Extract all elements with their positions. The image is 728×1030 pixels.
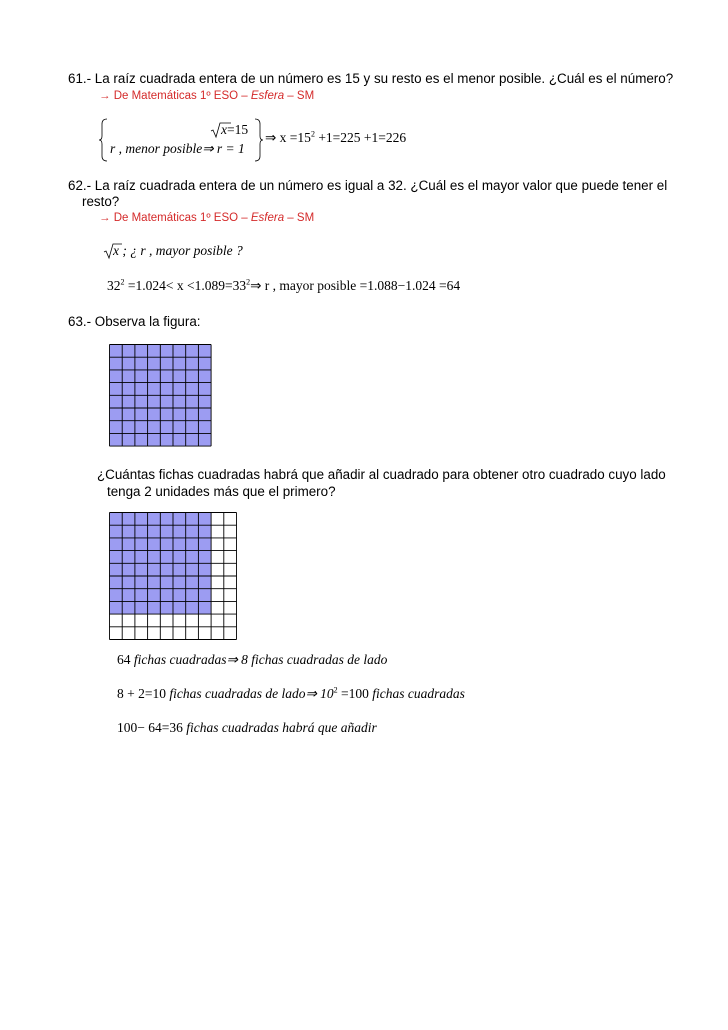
line-62-2 bbox=[107, 278, 460, 294]
answer-line-1 bbox=[117, 652, 387, 668]
line-62-2-b: =1.024< x <1.089=33 bbox=[124, 278, 247, 293]
answer-2-text: fichas cuadradas de lado⇒ 10 bbox=[165, 686, 334, 701]
system-top-value: =15 bbox=[227, 122, 249, 137]
problem-63-question-line1: ¿Cuántas fichas cuadradas habrá que añadir al cuadrado para obtener otro cuadrado cuyo lado bbox=[97, 467, 666, 482]
result-61-part-a: ⇒ x =15 bbox=[265, 130, 311, 145]
answer-1-text: fichas cuadradas⇒ 8 fichas cuadradas de lado bbox=[130, 652, 388, 667]
answer-line-2 bbox=[117, 686, 465, 702]
result-61-part-b: +1=225 +1=226 bbox=[314, 130, 407, 145]
line-62-1-rest: ; ¿ r , mayor posible ? bbox=[119, 243, 243, 258]
problem-61-title: 61.- La raíz cuadrada entera de un número es 15 y su resto es el menor posible. ¿Cuál es el número? bbox=[68, 71, 674, 86]
grid-10x10 bbox=[109, 512, 237, 640]
problem-63-question-line2: tenga 2 unidades más que el primero? bbox=[107, 484, 336, 499]
line-62-1 bbox=[113, 243, 243, 259]
source-suffix: – SM bbox=[284, 90, 315, 102]
source-book: Esfera bbox=[250, 212, 285, 224]
line-62-2-c: ⇒ r , mayor posible =1.088−1.024 =64 bbox=[250, 278, 461, 293]
answer-1-number: 64 bbox=[117, 652, 131, 667]
source-prefix: De Matemáticas 1º ESO – bbox=[113, 212, 251, 224]
line-62-1-var: x bbox=[113, 243, 119, 258]
grid-8x8 bbox=[109, 344, 212, 447]
system-top-var: x bbox=[221, 122, 227, 137]
line-62-2-exp2: 2 bbox=[246, 277, 251, 287]
answer-2-sum: 8 + 2=10 bbox=[117, 686, 166, 701]
problem-63-title: 63.- Observa la figura: bbox=[68, 314, 201, 329]
problem-62-title-line1: 62.- La raíz cuadrada entera de un número es igual a 32. ¿Cuál es el mayor valor que puede tener el bbox=[68, 178, 668, 193]
answer-2-exponent: 2 bbox=[333, 685, 338, 695]
system-bottom bbox=[110, 141, 245, 157]
line-62-2-a: 32 bbox=[107, 278, 121, 293]
system-bottom-text: r , menor posible⇒ r = 1 bbox=[110, 141, 245, 156]
answer-2-value: =100 bbox=[337, 686, 373, 701]
arrow-icon: → bbox=[99, 90, 111, 102]
left-brace-61 bbox=[99, 118, 109, 162]
problem-62-title-line2: resto? bbox=[82, 194, 120, 209]
result-61-exponent: 2 bbox=[310, 129, 315, 139]
problem-62-source bbox=[99, 212, 314, 224]
source-book: Esfera bbox=[250, 90, 285, 102]
result-61 bbox=[265, 130, 406, 146]
source-prefix: De Matemáticas 1º ESO – bbox=[113, 90, 251, 102]
problem-61-source bbox=[99, 90, 314, 102]
right-brace-61 bbox=[255, 118, 265, 162]
answer-line-3 bbox=[117, 720, 377, 736]
arrow-icon: → bbox=[99, 212, 111, 224]
source-suffix: – SM bbox=[284, 212, 315, 224]
system-top bbox=[221, 122, 248, 138]
answer-3-diff: 100− 64=36 bbox=[117, 720, 183, 735]
answer-3-text: fichas cuadradas habrá que añadir bbox=[182, 720, 377, 735]
line-62-2-exp1: 2 bbox=[120, 277, 125, 287]
answer-2-unit: fichas cuadradas bbox=[372, 686, 465, 701]
